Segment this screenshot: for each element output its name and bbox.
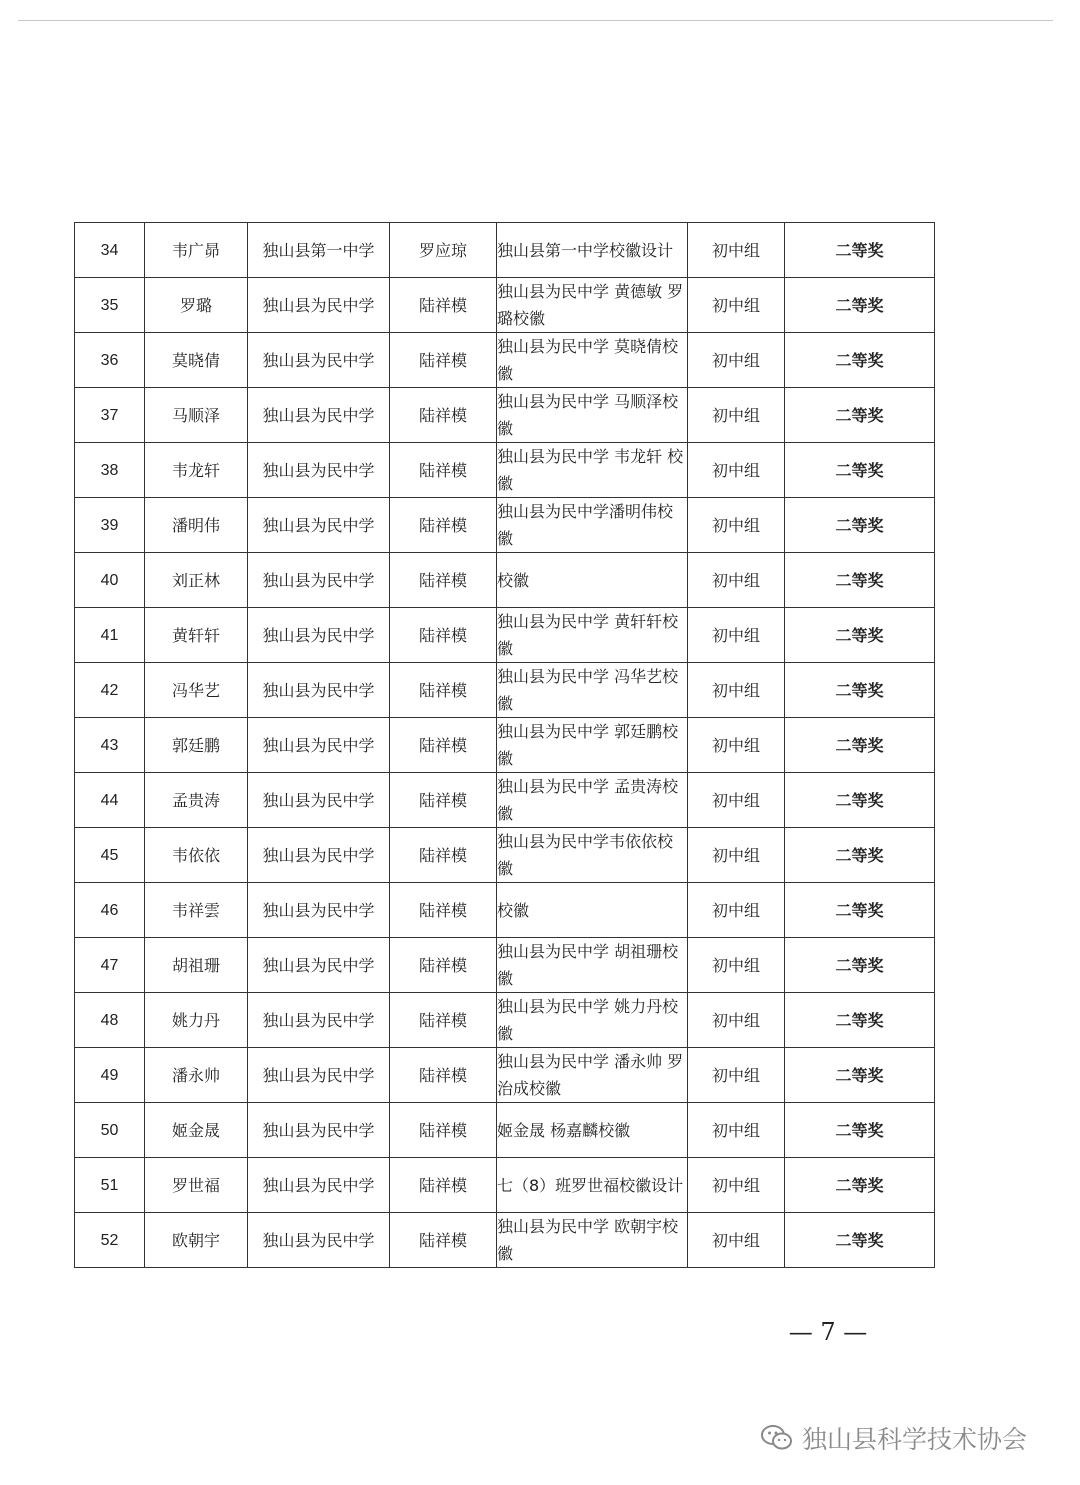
- award-level: 二等奖: [785, 553, 935, 608]
- school-name: 独山县为民中学: [248, 1213, 390, 1268]
- table-row: [75, 1103, 935, 1158]
- award-level: 二等奖: [785, 663, 935, 718]
- student-name: 胡祖珊: [145, 938, 248, 993]
- table-row: [75, 663, 935, 718]
- work-title: 独山县为民中学 姚力丹校徽: [497, 993, 688, 1048]
- award-level: 二等奖: [785, 1158, 935, 1213]
- group-name: 初中组: [688, 553, 785, 608]
- row-number: 44: [75, 773, 145, 828]
- row-number: 52: [75, 1213, 145, 1268]
- work-title: 独山县为民中学 胡祖珊校徽: [497, 938, 688, 993]
- work-title: 独山县为民中学 欧朝宇校徽: [497, 1213, 688, 1268]
- group-name: 初中组: [688, 1213, 785, 1268]
- work-title: 独山县为民中学 郭廷鹏校徽: [497, 718, 688, 773]
- group-name: 初中组: [688, 828, 785, 883]
- student-name: 孟贵涛: [145, 773, 248, 828]
- work-title: 独山县为民中学 马顺泽校徽: [497, 388, 688, 443]
- row-number: 49: [75, 1048, 145, 1103]
- teacher-name: 陆祥模: [390, 883, 497, 938]
- school-name: 独山县为民中学: [248, 663, 390, 718]
- work-title: 独山县为民中学 冯华艺校徽: [497, 663, 688, 718]
- table-row: [75, 553, 935, 608]
- teacher-name: 陆祥模: [390, 1158, 497, 1213]
- table-row: [75, 278, 935, 333]
- teacher-name: 陆祥模: [390, 498, 497, 553]
- table-row: [75, 718, 935, 773]
- row-number: 42: [75, 663, 145, 718]
- teacher-name: 陆祥模: [390, 993, 497, 1048]
- page-top-rule: [18, 20, 1053, 21]
- work-title: 校徽: [497, 553, 688, 608]
- page-number: — 7 —: [788, 1318, 868, 1346]
- award-level: 二等奖: [785, 773, 935, 828]
- school-name: 独山县为民中学: [248, 608, 390, 663]
- teacher-name: 陆祥模: [390, 278, 497, 333]
- work-title: 姬金晟 杨嘉麟校徽: [497, 1103, 688, 1158]
- teacher-name: 罗应琼: [390, 223, 497, 278]
- award-level: 二等奖: [785, 1103, 935, 1158]
- work-title: 独山县为民中学 韦龙轩 校徽: [497, 443, 688, 498]
- teacher-name: 陆祥模: [390, 608, 497, 663]
- student-name: 姚力丹: [145, 993, 248, 1048]
- student-name: 罗璐: [145, 278, 248, 333]
- student-name: 潘永帅: [145, 1048, 248, 1103]
- teacher-name: 陆祥模: [390, 1103, 497, 1158]
- award-level: 二等奖: [785, 278, 935, 333]
- student-name: 欧朝宇: [145, 1213, 248, 1268]
- school-name: 独山县为民中学: [248, 883, 390, 938]
- award-level: 二等奖: [785, 333, 935, 388]
- school-name: 独山县为民中学: [248, 718, 390, 773]
- award-level: 二等奖: [785, 1048, 935, 1103]
- group-name: 初中组: [688, 333, 785, 388]
- row-number: 51: [75, 1158, 145, 1213]
- award-level: 二等奖: [785, 1213, 935, 1268]
- work-title: 独山县第一中学校徽设计: [497, 223, 688, 278]
- awards-table-body: [75, 223, 935, 1268]
- award-level: 二等奖: [785, 938, 935, 993]
- school-name: 独山县为民中学: [248, 388, 390, 443]
- teacher-name: 陆祥模: [390, 938, 497, 993]
- table-row: [75, 828, 935, 883]
- group-name: 初中组: [688, 773, 785, 828]
- student-name: 黄轩轩: [145, 608, 248, 663]
- row-number: 36: [75, 333, 145, 388]
- school-name: 独山县为民中学: [248, 278, 390, 333]
- work-title: 独山县为民中学 莫晓倩校徽: [497, 333, 688, 388]
- work-title: 独山县为民中学潘明伟校徽: [497, 498, 688, 553]
- table-row: [75, 1158, 935, 1213]
- watermark: [760, 1418, 1027, 1458]
- table-row: [75, 498, 935, 553]
- row-number: 43: [75, 718, 145, 773]
- teacher-name: 陆祥模: [390, 663, 497, 718]
- student-name: 马顺泽: [145, 388, 248, 443]
- school-name: 独山县为民中学: [248, 1158, 390, 1213]
- row-number: 48: [75, 993, 145, 1048]
- school-name: 独山县为民中学: [248, 1048, 390, 1103]
- award-level: 二等奖: [785, 223, 935, 278]
- school-name: 独山县为民中学: [248, 553, 390, 608]
- row-number: 47: [75, 938, 145, 993]
- table-row: [75, 773, 935, 828]
- work-title: 独山县为民中学 黄轩轩校徽: [497, 608, 688, 663]
- row-number: 35: [75, 278, 145, 333]
- row-number: 40: [75, 553, 145, 608]
- award-level: 二等奖: [785, 718, 935, 773]
- row-number: 39: [75, 498, 145, 553]
- student-name: 韦广昴: [145, 223, 248, 278]
- table-row: [75, 608, 935, 663]
- group-name: 初中组: [688, 223, 785, 278]
- school-name: 独山县为民中学: [248, 333, 390, 388]
- work-title: 独山县为民中学 潘永帅 罗治成校徽: [497, 1048, 688, 1103]
- award-level: 二等奖: [785, 828, 935, 883]
- school-name: 独山县为民中学: [248, 993, 390, 1048]
- award-level: 二等奖: [785, 883, 935, 938]
- teacher-name: 陆祥模: [390, 1048, 497, 1103]
- table-row: [75, 1048, 935, 1103]
- school-name: 独山县为民中学: [248, 443, 390, 498]
- school-name: 独山县第一中学: [248, 223, 390, 278]
- teacher-name: 陆祥模: [390, 388, 497, 443]
- awards-table: [74, 222, 935, 1268]
- group-name: 初中组: [688, 883, 785, 938]
- student-name: 姬金晟: [145, 1103, 248, 1158]
- teacher-name: 陆祥模: [390, 1213, 497, 1268]
- award-level: 二等奖: [785, 498, 935, 553]
- teacher-name: 陆祥模: [390, 718, 497, 773]
- student-name: 郭廷鹏: [145, 718, 248, 773]
- table-row: [75, 223, 935, 278]
- student-name: 韦龙轩: [145, 443, 248, 498]
- row-number: 50: [75, 1103, 145, 1158]
- teacher-name: 陆祥模: [390, 773, 497, 828]
- school-name: 独山县为民中学: [248, 1103, 390, 1158]
- wechat-icon: [760, 1423, 794, 1453]
- student-name: 潘明伟: [145, 498, 248, 553]
- school-name: 独山县为民中学: [248, 828, 390, 883]
- row-number: 38: [75, 443, 145, 498]
- school-name: 独山县为民中学: [248, 773, 390, 828]
- table-row: [75, 938, 935, 993]
- group-name: 初中组: [688, 1158, 785, 1213]
- teacher-name: 陆祥模: [390, 333, 497, 388]
- table-row: [75, 993, 935, 1048]
- student-name: 冯华艺: [145, 663, 248, 718]
- group-name: 初中组: [688, 443, 785, 498]
- row-number: 46: [75, 883, 145, 938]
- group-name: 初中组: [688, 1103, 785, 1158]
- row-number: 34: [75, 223, 145, 278]
- group-name: 初中组: [688, 993, 785, 1048]
- award-level: 二等奖: [785, 993, 935, 1048]
- group-name: 初中组: [688, 938, 785, 993]
- row-number: 41: [75, 608, 145, 663]
- table-row: [75, 388, 935, 443]
- work-title: 独山县为民中学 孟贵涛校徽: [497, 773, 688, 828]
- row-number: 37: [75, 388, 145, 443]
- work-title: 校徽: [497, 883, 688, 938]
- table-row: [75, 333, 935, 388]
- group-name: 初中组: [688, 278, 785, 333]
- student-name: 刘正林: [145, 553, 248, 608]
- award-level: 二等奖: [785, 608, 935, 663]
- school-name: 独山县为民中学: [248, 938, 390, 993]
- watermark-text: 独山县科学技术协会: [802, 1425, 1028, 1454]
- award-level: 二等奖: [785, 388, 935, 443]
- table-row: [75, 883, 935, 938]
- group-name: 初中组: [688, 718, 785, 773]
- work-title: 独山县为民中学 黄德敏 罗璐校徽: [497, 278, 688, 333]
- student-name: 韦祥雲: [145, 883, 248, 938]
- school-name: 独山县为民中学: [248, 498, 390, 553]
- work-title: 七（8）班罗世福校徽设计: [497, 1158, 688, 1213]
- group-name: 初中组: [688, 498, 785, 553]
- student-name: 罗世福: [145, 1158, 248, 1213]
- table-row: [75, 1213, 935, 1268]
- table-row: [75, 443, 935, 498]
- row-number: 45: [75, 828, 145, 883]
- teacher-name: 陆祥模: [390, 828, 497, 883]
- student-name: 莫晓倩: [145, 333, 248, 388]
- teacher-name: 陆祥模: [390, 553, 497, 608]
- group-name: 初中组: [688, 388, 785, 443]
- group-name: 初中组: [688, 1048, 785, 1103]
- teacher-name: 陆祥模: [390, 443, 497, 498]
- student-name: 韦依依: [145, 828, 248, 883]
- award-level: 二等奖: [785, 443, 935, 498]
- group-name: 初中组: [688, 608, 785, 663]
- group-name: 初中组: [688, 663, 785, 718]
- work-title: 独山县为民中学韦依依校徽: [497, 828, 688, 883]
